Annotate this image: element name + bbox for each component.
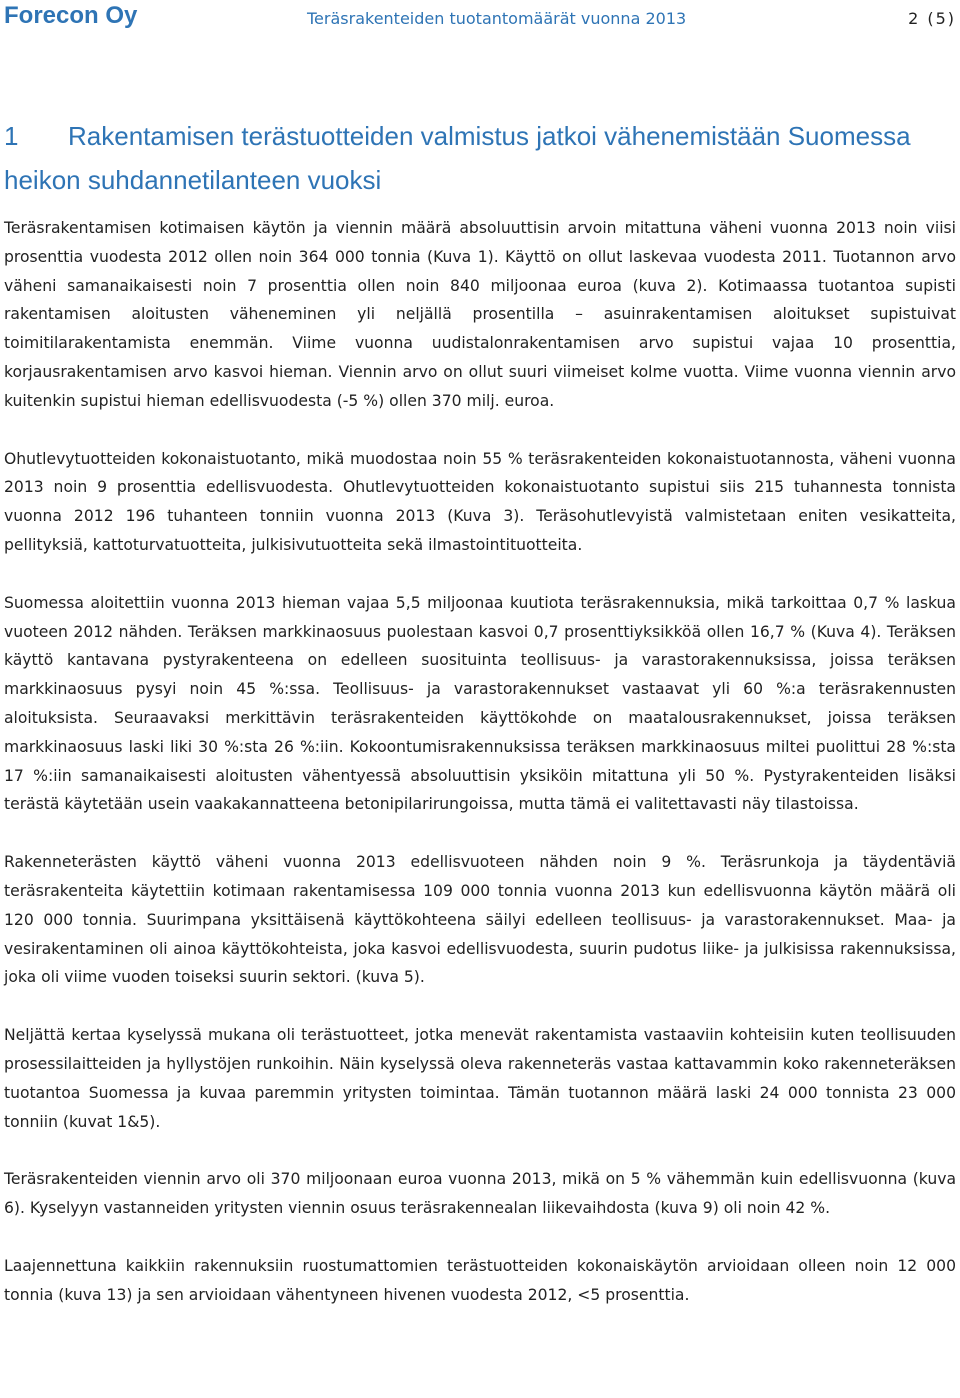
paragraph: Ohutlevytuotteiden kokonaistuotanto, mikä muodostaa noin 55 % teräsrakenteiden kokonaistuotannosta, väheni vuonna 2013 noin 9 prosenttia edellisvuodesta. Ohutlevytuotteiden kokonaistuotanto supistui siis 215 tuhannesta tonnista vuonna 2012 196 tuhanteen tonniin vuonna 2013 (Kuva 3). Teräsohutlevyistä valmistetaan eniten vesikatteita, pellityksiä, kattoturvatuotteita, julkisivutuotteita sekä ilmastointituotteita. [4,449,956,554]
section-number: 1 [4,121,19,151]
document-body [4,214,956,1339]
company-name: Forecon Oy [4,2,138,29]
paragraph: Laajennettuna kaikkiin rakennuksiin ruostumattomien terästuotteiden kokonaiskäytön arvioidaan olleen noin 12 000 tonnia (kuva 13) ja sen arvioidaan vähentyneen hivenen vuodesta 2012, <5 prosenttia. [4,1256,956,1304]
section-title: Rakentamisen terästuotteiden valmistus jatkoi vähenemistään Suomessa heikon suhdannetilanteen vuoksi [4,121,911,195]
page-header [4,0,956,36]
page-number: 2 (5) [908,9,956,28]
section-heading [4,114,954,202]
paragraph: Teräsrakentamisen kotimaisen käytön ja viennin määrä absoluuttisin arvoin mitattuna väheni vuonna 2013 noin viisi prosenttia vuodesta 2012 ollen noin 364 000 tonnia (Kuva 1). Käyttö on ollut laskevaa vuodesta 2011. Tuotannon arvo väheni samanaikaisesti noin 7 prosenttia ollen noin 840 miljoonaa euroa (kuva 2). Kotimaassa tuotantoa supisti rakentamisen aloitusten väheneminen yli neljällä prosentilla – asuinrakentamisen aloitukset supistuivat toimitilarakentamista enemmän. Viime vuonna uudistalonrakentamisen arvo supistui vajaa 10 prosenttia, korjausrakentamisen arvo kasvoi hieman. Viennin arvo on ollut suuri viimeiset kolme vuotta. Viime vuonna viennin arvo kuitenkin supistui hieman edellisvuodesta (-5 %) ollen 370 milj. euroa. [4,219,956,410]
paragraph: Neljättä kertaa kyselyssä mukana oli terästuotteet, jotka menevät rakentamista vastaaviin kohteisiin kuten teollisuuden prosessilaitteiden ja hyllystöjen runkoihin. Näin kyselyssä oleva rakenneteräs vastaa kattavammin koko rakenneteräksen tuotantoa Suomessa ja kuvaa paremmin yritysten toimintaa. Tämän tuotannon määrä laski 24 000 tonnista 23 000 tonniin (kuvat 1&5). [4,1026,956,1131]
paragraph: Teräsrakenteiden viennin arvo oli 370 miljoonaan euroa vuonna 2013, mikä on 5 % vähemmän kuin edellisvuonna (kuva 6). Kyselyyn vastanneiden yritysten viennin osuus teräsrakennealan liikevaihdosta (kuva 9) oli noin 42 %. [4,1170,956,1218]
paragraph: Suomessa aloitettiin vuonna 2013 hieman vajaa 5,5 miljoonaa kuutiota teräsrakennuksia, mikä tarkoittaa 0,7 % laskua vuoteen 2012 nähden. Teräksen markkinaosuus puolestaan kasvoi 0,7 prosenttiyksikköä ollen 16,7 % (Kuva 4). Teräksen käyttö kantavana pystyrakenteena on edelleen suosituinta teollisuus- ja varastorakennuksissa, joissa teräksen markkinaosuus pysyi noin 45 %:ssa. Teollisuus- ja varastorakennukset vastaavat yli 60 %:a teräsrakennusten aloituksista. Seuraavaksi merkittävin teräsrakenteiden käyttökohde on maatalousrakennukset, joissa teräksen markkinaosuus laski liki 30 %:sta 26 %:iin. Kokoontumisrakennuksissa teräksen markkinaosuus miltei puolittui 28 %:sta 17 %:iin samanaikaisesti aloitusten vähentyessä absoluuttisin yksiköin mitattuna yli 50 %. Pystyrakenteiden lisäksi terästä käytetään usein vaakakannatteena betonipilarirungoissa, mutta tämä ei valitettavasti näy tilastoissa. [4,593,956,814]
paragraph: Rakenneterästen käyttö väheni vuonna 2013 edellisvuoteen nähden noin 9 %. Teräsrunkoja ja täydentäviä teräsrakenteita käytettiin kotimaan rakentamisessa 109 000 tonnia vuonna 2013 kun edellisvuonna käytön määrä oli 120 000 tonnia. Suurimpana yksittäisenä käyttökohteena säilyi edelleen teollisuus- ja varastorakennukset. Maa- ja vesirakentaminen oli ainoa käyttökohteista, joka kasvoi edellisvuodesta, suurin pudotus liike- ja julkisissa rakennuksissa, joka oli viime vuoden toiseksi suurin sektori. (kuva 5). [4,853,956,987]
document-title: Teräsrakenteiden tuotantomäärät vuonna 2013 [307,9,687,28]
